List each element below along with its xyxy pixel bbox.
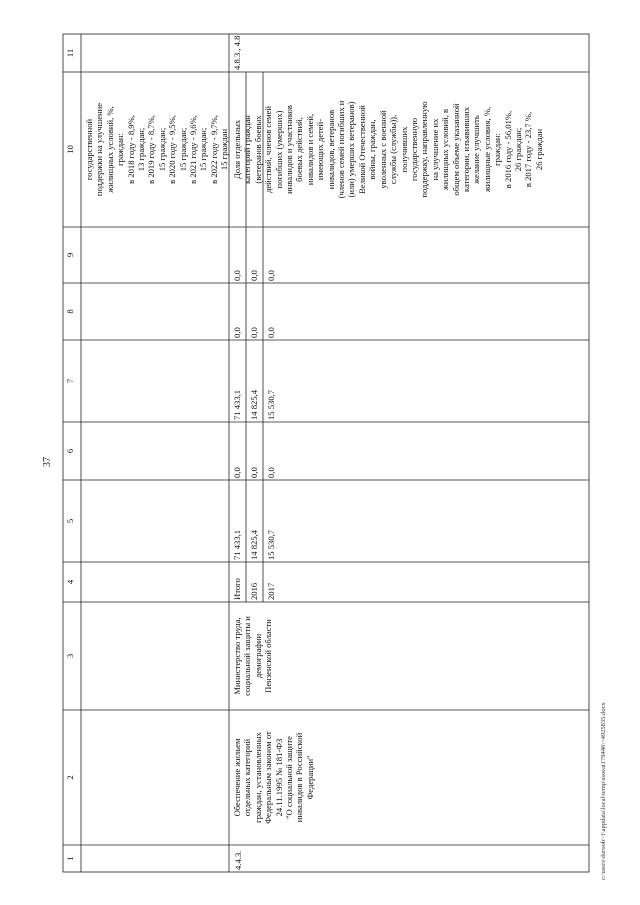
text-line: погибших (умерших)	[273, 110, 284, 189]
text-line: желание улучшить	[471, 115, 482, 184]
text-line: имеющих детей-	[315, 118, 326, 181]
regional-sum: 71 433,1	[232, 389, 242, 420]
text-line: 15 граждан	[219, 128, 230, 171]
text-line: действий, членов семей	[263, 105, 274, 194]
text-line: в 2021 году - 9,6%,	[188, 115, 199, 184]
continued-indicator-text	[84, 74, 230, 225]
text-line: демографии	[252, 633, 263, 679]
extrabudget-sum: 0,0	[232, 270, 242, 281]
extrabudget-2016: 0,0	[249, 270, 259, 281]
text-line: государственной	[84, 118, 94, 181]
text-line: категории, изъявивших	[460, 106, 471, 193]
text-line: войны, граждан,	[367, 119, 378, 180]
total-2016: 14 825,4	[249, 529, 259, 560]
text-line: граждан:	[115, 133, 126, 166]
text-line: общем объеме указанной	[450, 103, 461, 196]
row-target-ref: 4.8.3., 4.8	[232, 35, 242, 70]
text-line: категорий граждан	[242, 115, 253, 184]
column-header-7: 7	[65, 378, 75, 384]
text-line: Великой Отечественной	[356, 105, 367, 194]
text-line: инвалидов и семей,	[304, 113, 315, 186]
federal-sum: 0,0	[232, 467, 242, 478]
text-line: 26 граждан	[533, 128, 544, 171]
text-line: в 2016 году - 56,01%,	[502, 110, 513, 189]
text-line: Министерство труда,	[232, 617, 242, 695]
local-2017: 0,0	[266, 327, 276, 338]
row-number: 4.4.3.	[233, 850, 243, 870]
text-line: Федеральным законом от	[263, 731, 274, 824]
text-line: жилищных условий, %,	[104, 106, 115, 193]
text-line: 13 граждан;	[136, 127, 147, 172]
text-line: получивших	[398, 126, 409, 173]
footer-file-path: c:\users\duroob~1\appdata\local\temp\ssoeat179446\~4925835.docx	[600, 702, 607, 880]
column-header-2: 2	[65, 775, 75, 780]
text-line: инвалидов, ветеранов	[325, 109, 336, 190]
column-header-5: 5	[65, 518, 75, 524]
text-line: "О социальной защите	[284, 736, 295, 819]
text-line: отдельных категорий	[242, 738, 253, 817]
text-line: в 2017 году - 23,7 %,	[523, 111, 534, 188]
local-2016: 0,0	[249, 327, 259, 338]
text-line: боевых действий,	[294, 117, 305, 182]
text-line: инвалидов в Российской	[294, 732, 305, 823]
column-header-11: 11	[65, 48, 75, 58]
column-header-10: 10	[65, 145, 75, 154]
text-line: уволенных с военной	[377, 110, 388, 189]
total-sum: 71 433,1	[232, 529, 242, 560]
year-2017: 2017	[266, 582, 276, 600]
column-header-4: 4	[65, 579, 75, 585]
text-line: государственную	[408, 117, 419, 182]
column-header-8: 8	[65, 309, 75, 314]
text-line: 24.11.1995 № 181-ФЗ	[273, 738, 284, 817]
text-line: в 2019 году - 8,7%,	[146, 115, 157, 184]
row-indicator-text	[232, 74, 550, 225]
column-header-6: 6	[65, 448, 75, 454]
text-line: 26 граждан;	[512, 127, 523, 172]
text-line: Обеспечение жильем	[232, 738, 242, 817]
row-executor	[232, 604, 288, 708]
text-line: Федерации"	[304, 755, 315, 800]
text-line: (или) умерших ветеранов)	[346, 101, 357, 198]
text-line: на улучшение их	[429, 118, 440, 181]
text-line: (членов семей погибших и	[336, 100, 347, 199]
text-line: в 2020 году - 9,5%,	[167, 115, 178, 184]
column-header-1: 1	[65, 856, 75, 861]
text-line: Пензенской области	[263, 619, 274, 693]
text-line: 15 граждан;	[156, 127, 167, 172]
year-2016: 2016	[249, 582, 259, 600]
text-line: 15 граждан;	[177, 127, 188, 172]
text-line: службы (службы)),	[388, 114, 399, 185]
text-line: в 2018 году - 8,9%,	[125, 115, 136, 184]
text-line: жилищных условий, в	[440, 108, 451, 191]
text-line: (ветеранов боевых	[252, 115, 263, 184]
federal-2016: 0,0	[249, 467, 259, 478]
local-sum: 0,0	[232, 327, 242, 338]
text-line: в 2022 году - 9,7%,	[208, 115, 219, 184]
text-line: граждан:	[492, 133, 503, 166]
row-name	[232, 712, 327, 843]
text-line: жилищные условия, %,	[481, 106, 492, 193]
text-line: граждан, установленных	[252, 732, 263, 823]
total-2017: 15 530,7	[266, 529, 276, 560]
page-number: 37	[42, 457, 53, 467]
regional-2017: 15 530,7	[266, 389, 276, 420]
year-total: Итого	[232, 578, 242, 600]
column-header-9: 9	[65, 252, 75, 258]
federal-2017: 0,0	[266, 467, 276, 478]
text-line: Доля отдельных	[232, 119, 242, 180]
text-line: поддержку, направленную	[419, 101, 430, 198]
text-line: поддержки на улучшение	[94, 102, 105, 197]
extrabudget-2017: 0,0	[266, 270, 276, 281]
column-header-3: 3	[65, 653, 75, 659]
regional-2016: 14 825,4	[249, 389, 259, 420]
text-line: инвалидов и участников	[284, 105, 295, 194]
text-line: 15 граждан;	[198, 127, 209, 172]
text-line: социальной защиты и	[242, 616, 253, 696]
